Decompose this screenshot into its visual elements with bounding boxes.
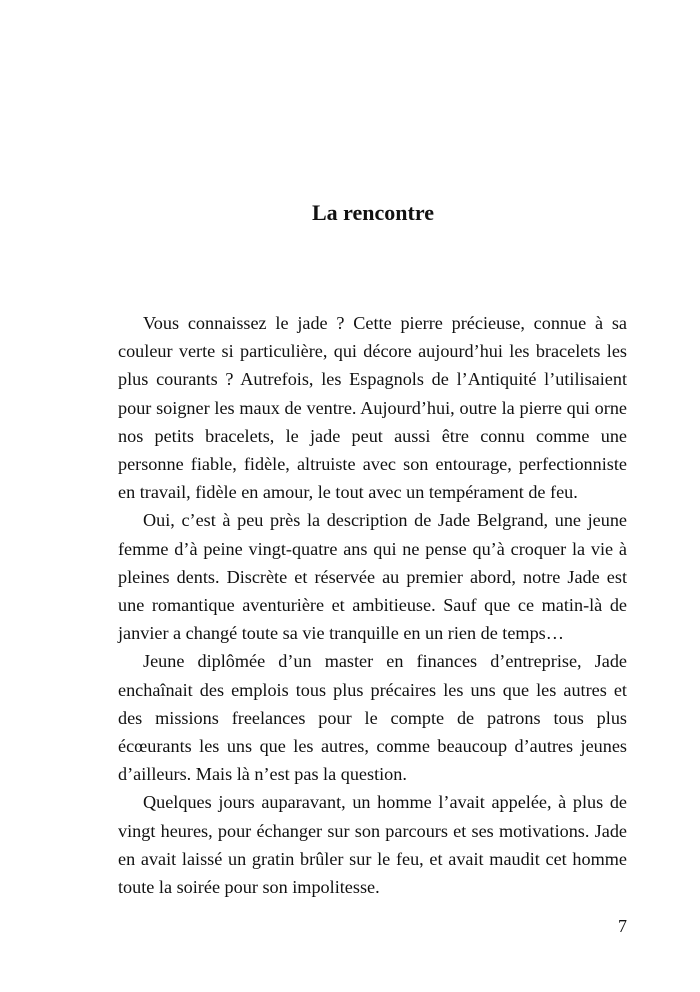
chapter-body <box>118 309 627 901</box>
paragraph-4: Quelques jours auparavant, un homme l’avait appelée, à plus de vingt heures, pour échanger sur son parcours et ses motivations. Jade en avait laissé un gratin brûler sur le feu, et avait maudit cet homme toute la soirée pour son impolitesse. <box>118 792 627 898</box>
paragraph-2: Oui, c’est à peu près la description de Jade Belgrand, une jeune femme d’à peine vingt-quatre ans qui ne pense qu’à croquer la vie à pleines dents. Discrète et réservée au premier abord, notre Jade est une romantique aventurière et ambitieuse. Sauf que ce matin-là de janvier a changé toute sa vie tranquille en un rien de temps… <box>118 510 627 644</box>
paragraph-1: Vous connaissez le jade ? Cette pierre précieuse, connue à sa couleur verte si particulière, qui décore aujourd’hui les bracelets les plus courants ? Autrefois, les Espagnols de l’Antiquité l’utilisaient pour soigner les maux de ventre. Aujourd’hui, outre la pierre qui orne nos petits bracelets, le jade peut aussi être connu comme une personne fiable, fidèle, altruiste avec son entourage, perfectionniste en travail, fidèle en amour, le tout avec un tempérament de feu. <box>118 313 627 503</box>
page-number: 7 <box>618 916 627 936</box>
paragraph-3: Jeune diplômée d’un master en finances d’entreprise, Jade enchaînait des emplois tous plus précaires les uns que les autres et des missions freelances pour le compte de patrons tous plus écœurants les uns que les autres, comme beaucoup d’autres jeunes d’ailleurs. Mais là n’est pas la question. <box>118 651 627 785</box>
chapter-title: La rencontre <box>312 200 434 225</box>
